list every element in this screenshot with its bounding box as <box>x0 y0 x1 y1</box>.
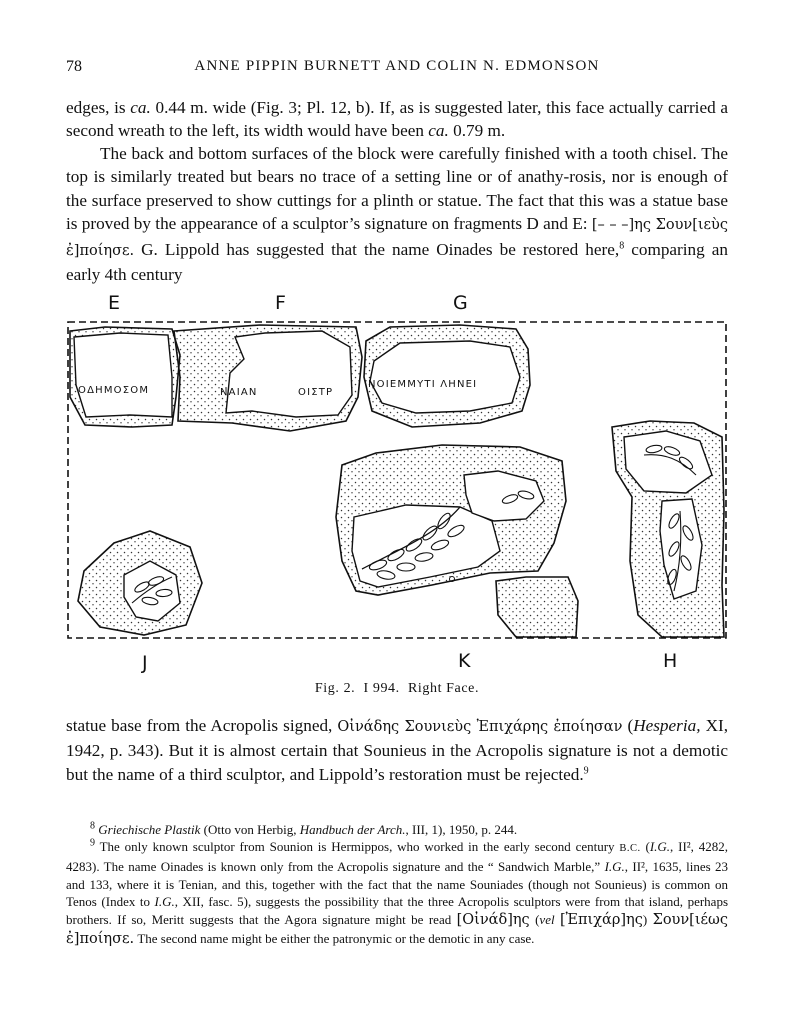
text: , II², 4282, 4283). The name Oinades is known only from the Acropolis signature and the “ Sandwich Marble,” <box>66 839 729 874</box>
page-header <box>66 58 728 80</box>
fragment-j <box>78 531 202 635</box>
fragment-label-h: H <box>663 650 678 672</box>
text: , III, 1), 1950, p. 244. <box>405 822 518 837</box>
italic-text: I.G. <box>604 858 625 874</box>
fragment-label-j: J <box>142 652 148 674</box>
italic-text: Handbuch der Arch. <box>299 822 406 837</box>
text: The second name might be either the patronymic or the demotic in any case. <box>134 930 535 946</box>
inscription-g: ΝΟΙΕΜΜΥΤΙ ΛΗΝΕΙ <box>368 379 478 390</box>
fragment-g <box>364 325 530 427</box>
footnote-8 <box>66 821 728 839</box>
figure-2-drawing <box>60 285 740 680</box>
footnote-9 <box>66 838 728 949</box>
fragment-f <box>174 325 362 431</box>
text: 0.79 m. <box>448 121 506 141</box>
fragment-label-k: K <box>458 650 471 672</box>
fragment-h <box>612 421 724 637</box>
caption-figure-number: Fig. 2. <box>314 681 356 696</box>
text: The only known sculptor from Sounion is Hermippos, who worked in the early second century <box>99 839 620 854</box>
text: XI, 1942, p. 343). But it is almost certain that Sounieus in the Acropolis signature is not a demotic but the name of a third sculptor, and Lippold’s restoration must be rejected. <box>66 716 729 784</box>
text: 0.44 m. wide (Fig. 3; Pl. 12, b). If, as is suggested later, this face actually carried a second wreath to the left, its width would have been <box>66 98 728 141</box>
caption-inventory-id: I 994. <box>363 681 400 696</box>
fragment-label-e: E <box>108 292 121 314</box>
footnote-ref-8[interactable]: 8 <box>619 239 625 251</box>
italic-text: Griechische Plastik <box>98 822 201 837</box>
text: comparing an early 4th century <box>66 239 728 285</box>
greek-inscription: [Ἐπιχάρ]ης <box>560 912 643 929</box>
text: , II², 1635, lines 23 and 133, where it is Tenian, and this, together with the fact that the name Souniades (though not Sounieus) is common on Tenos (Index to <box>66 858 729 910</box>
small-caps-text: B.C. <box>619 843 641 854</box>
paragraph-2 <box>66 142 728 286</box>
page-number: 78 <box>66 58 82 75</box>
fragment-e <box>70 327 180 427</box>
footnote-ref-9[interactable]: 9 <box>583 765 589 777</box>
inscription-f-1: ΝΑΙΑΝ <box>220 387 258 398</box>
caption-title: Right Face. <box>407 681 480 696</box>
fragment-label-f: F <box>275 292 286 314</box>
text: G. Lippold has suggested that the name Oinades be restored here, <box>134 239 620 259</box>
greek-inscription: [– – –]ης Σουν[ιεὺς ἐ]ποίησε. <box>66 217 728 259</box>
italic-text: ca. <box>428 121 449 141</box>
text: ( <box>529 912 540 928</box>
fragment-label-g: G <box>453 292 468 314</box>
text: ( <box>640 839 650 854</box>
italic-text: I.G. <box>649 839 671 854</box>
inscription-e: ΟΔΗΜΟΣΟΜ <box>78 385 150 396</box>
text: The back and bottom surfaces of the block were carefully finished with a tooth chisel. The top is similarly treated but bears no trace of a setting line or of anathy-rosis, nor is enough of the surface preserved to show cuttings for a plinth or statue. The fact that this was a statue base is proved by the appearance of a sculptor’s signature on fragments D and E: <box>66 144 728 234</box>
greek-inscription: [Οἰνάδ]ης <box>456 912 530 929</box>
italic-text: vel <box>539 912 555 928</box>
text: ) <box>642 912 653 928</box>
text: edges, is <box>66 98 131 117</box>
italic-text: I.G. <box>154 894 175 910</box>
text: ( <box>622 716 634 735</box>
footnote-number: 9 <box>90 837 95 849</box>
figure-caption <box>66 681 728 697</box>
text: (Otto von Herbig, <box>200 822 300 837</box>
footnote-number: 8 <box>90 820 95 832</box>
greek-inscription: Σουν[ιέως ἐ]ποίησε. <box>66 912 728 947</box>
paragraph-1 <box>66 96 728 143</box>
greek-inscription: Οἰνάδης Σουνιεὺς Ἐπιχάρης ἐποίησαν <box>337 719 623 735</box>
paragraph-3 <box>66 714 728 786</box>
fragment-k <box>336 445 578 637</box>
italic-text: ca. <box>130 98 151 117</box>
italic-text: Hesperia, <box>633 716 701 735</box>
inscription-f-2: ΟΙΣΤΡ <box>298 387 334 398</box>
text: statue base from the Acropolis signed, <box>66 716 338 735</box>
text: , XII, fasc. 5), suggests the possibility that the three Acropolis sculptors were from that island, perhaps brothers. If so, Meritt suggests that the Agora signature might be read <box>66 894 729 928</box>
running-head: ANNE PIPPIN BURNETT AND COLIN N. EDMONSON <box>194 58 600 74</box>
